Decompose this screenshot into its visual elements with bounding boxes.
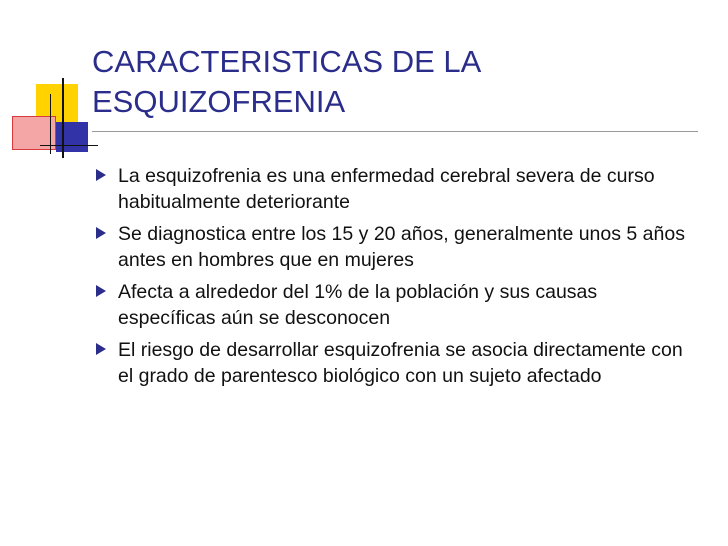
logo-line bbox=[62, 78, 64, 158]
bullet-item bbox=[96, 221, 696, 273]
bullet-item bbox=[96, 279, 696, 331]
bullet-text: El riesgo de desarrollar esquizofrenia se asocia directamente con el grado de parentesco biológico con un sujeto afectado bbox=[118, 339, 683, 387]
slide-title-line-1: CARACTERISTICAS DE LA bbox=[92, 44, 482, 79]
bullet-text: La esquizofrenia es una enfermedad cerebral severa de curso habitualmente deteriorante bbox=[118, 165, 655, 213]
logo-line bbox=[40, 145, 98, 146]
slide-title-line-2: ESQUIZOFRENIA bbox=[92, 84, 346, 119]
bullet-list bbox=[96, 163, 696, 395]
bullet-text: Se diagnostica entre los 15 y 20 años, generalmente unos 5 años antes en hombres que en mujeres bbox=[118, 223, 685, 271]
bullet-icon bbox=[96, 285, 106, 297]
bullet-icon bbox=[96, 343, 106, 355]
bullet-icon bbox=[96, 227, 106, 239]
color-blocks-logo-icon bbox=[0, 0, 100, 170]
bullet-item bbox=[96, 337, 696, 389]
bullet-icon bbox=[96, 169, 106, 181]
slide-title bbox=[92, 42, 692, 122]
title-divider bbox=[92, 131, 698, 132]
bullet-text: Afecta a alrededor del 1% de la población y sus causas específicas aún se desconocen bbox=[118, 281, 598, 329]
bullet-item bbox=[96, 163, 696, 215]
logo-blue-square bbox=[56, 122, 88, 152]
